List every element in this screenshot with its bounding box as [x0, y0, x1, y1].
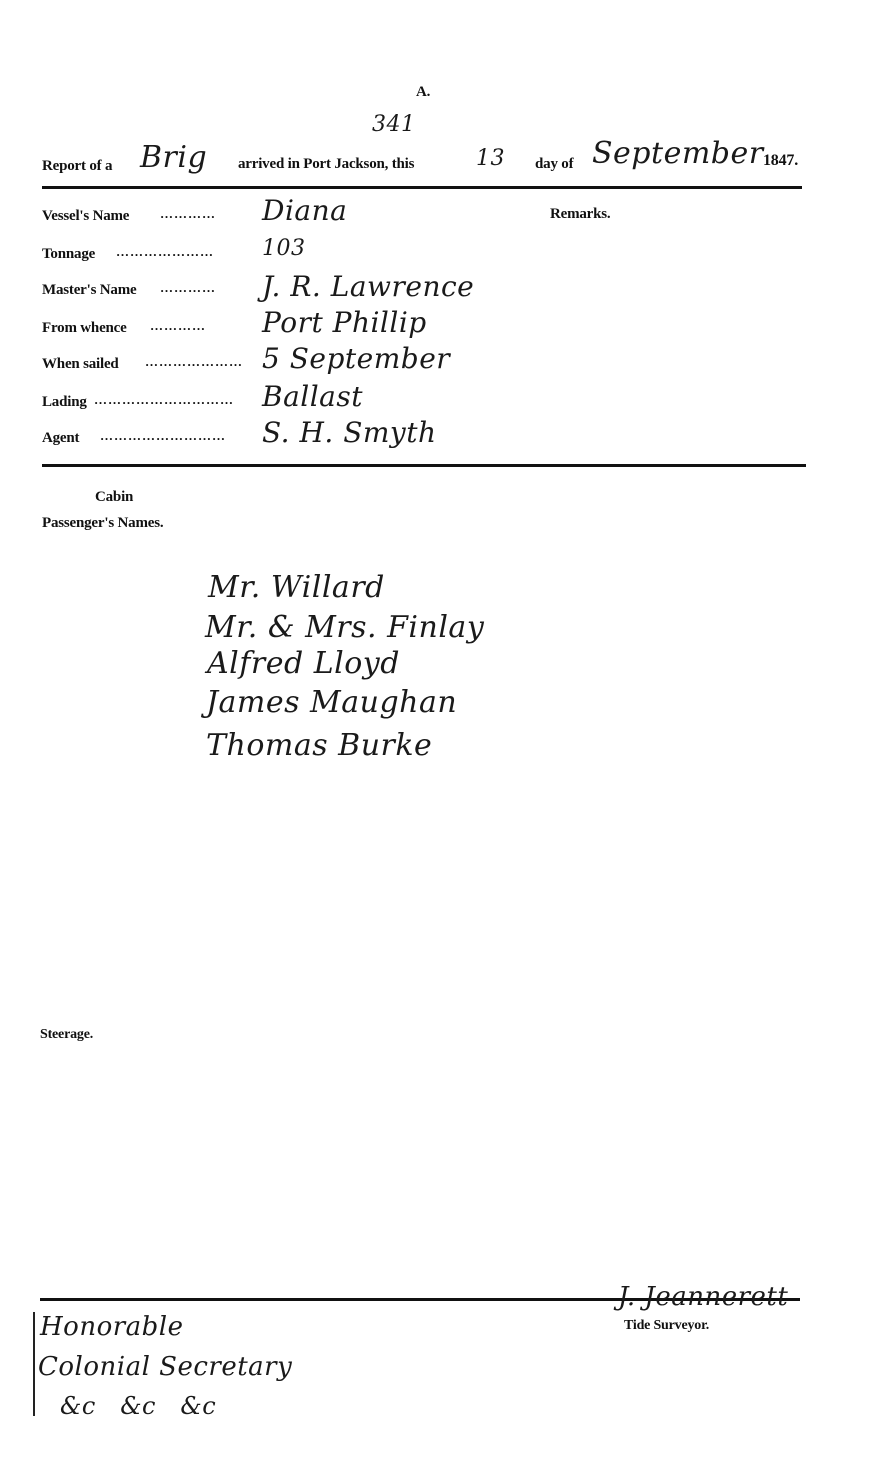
- field-dots: ………………………: [100, 428, 226, 443]
- field-dots: …………………: [145, 354, 243, 369]
- year-label: 1847.: [763, 152, 799, 169]
- list-item: Thomas Burke: [206, 728, 433, 763]
- address-line: &c &c &c: [60, 1392, 217, 1420]
- left-margin-line: [33, 1312, 35, 1416]
- field-value: 103: [262, 236, 306, 261]
- report-number: 341: [372, 112, 416, 137]
- address-line: Honorable: [40, 1312, 184, 1342]
- field-label: Master's Name: [42, 282, 137, 298]
- remarks-label: Remarks.: [550, 206, 611, 222]
- field-label: From whence: [42, 320, 127, 336]
- arrived-label: arrived in Port Jackson, this: [238, 156, 415, 172]
- field-value: S. H. Smyth: [262, 416, 437, 449]
- field-dots: …………: [160, 206, 216, 221]
- list-item: James Maughan: [206, 685, 458, 720]
- cabin-heading: Cabin: [95, 489, 134, 505]
- day-number-value: 13: [476, 146, 505, 171]
- field-label: Agent: [42, 430, 80, 446]
- field-value: J. R. Lawrence: [262, 270, 475, 303]
- header-rule: [42, 186, 802, 189]
- field-dots: …………: [160, 280, 216, 295]
- field-dots: …………………: [116, 244, 214, 259]
- month-value: September: [592, 136, 764, 171]
- surveyor-signature: J. Jeannerett: [618, 1282, 789, 1312]
- steerage-heading: Steerage.: [40, 1027, 94, 1042]
- list-item: Alfred Lloyd: [207, 646, 400, 681]
- field-label: When sailed: [42, 356, 119, 372]
- field-label: Vessel's Name: [42, 208, 130, 224]
- field-value: Ballast: [262, 380, 363, 413]
- field-dots: …………: [150, 318, 206, 333]
- field-label: Tonnage: [42, 246, 96, 262]
- field-value: 5 September: [262, 342, 451, 375]
- day-of-label: day of: [535, 156, 574, 172]
- field-value: Diana: [262, 194, 348, 227]
- list-item: Mr. Willard: [208, 570, 385, 605]
- field-label: Lading: [42, 394, 87, 410]
- tide-surveyor-label: Tide Surveyor.: [624, 1318, 710, 1333]
- field-value: Port Phillip: [262, 306, 427, 339]
- list-item: Mr. & Mrs. Finlay: [205, 610, 485, 645]
- fields-rule: [42, 464, 806, 467]
- report-of-label: Report of a: [42, 158, 113, 174]
- field-dots: …………………………: [94, 392, 234, 407]
- form-letter: A.: [416, 84, 431, 100]
- address-line: Colonial Secretary: [38, 1352, 293, 1382]
- passengers-heading: Passenger's Names.: [42, 515, 164, 531]
- vessel-type-value: Brig: [140, 140, 208, 175]
